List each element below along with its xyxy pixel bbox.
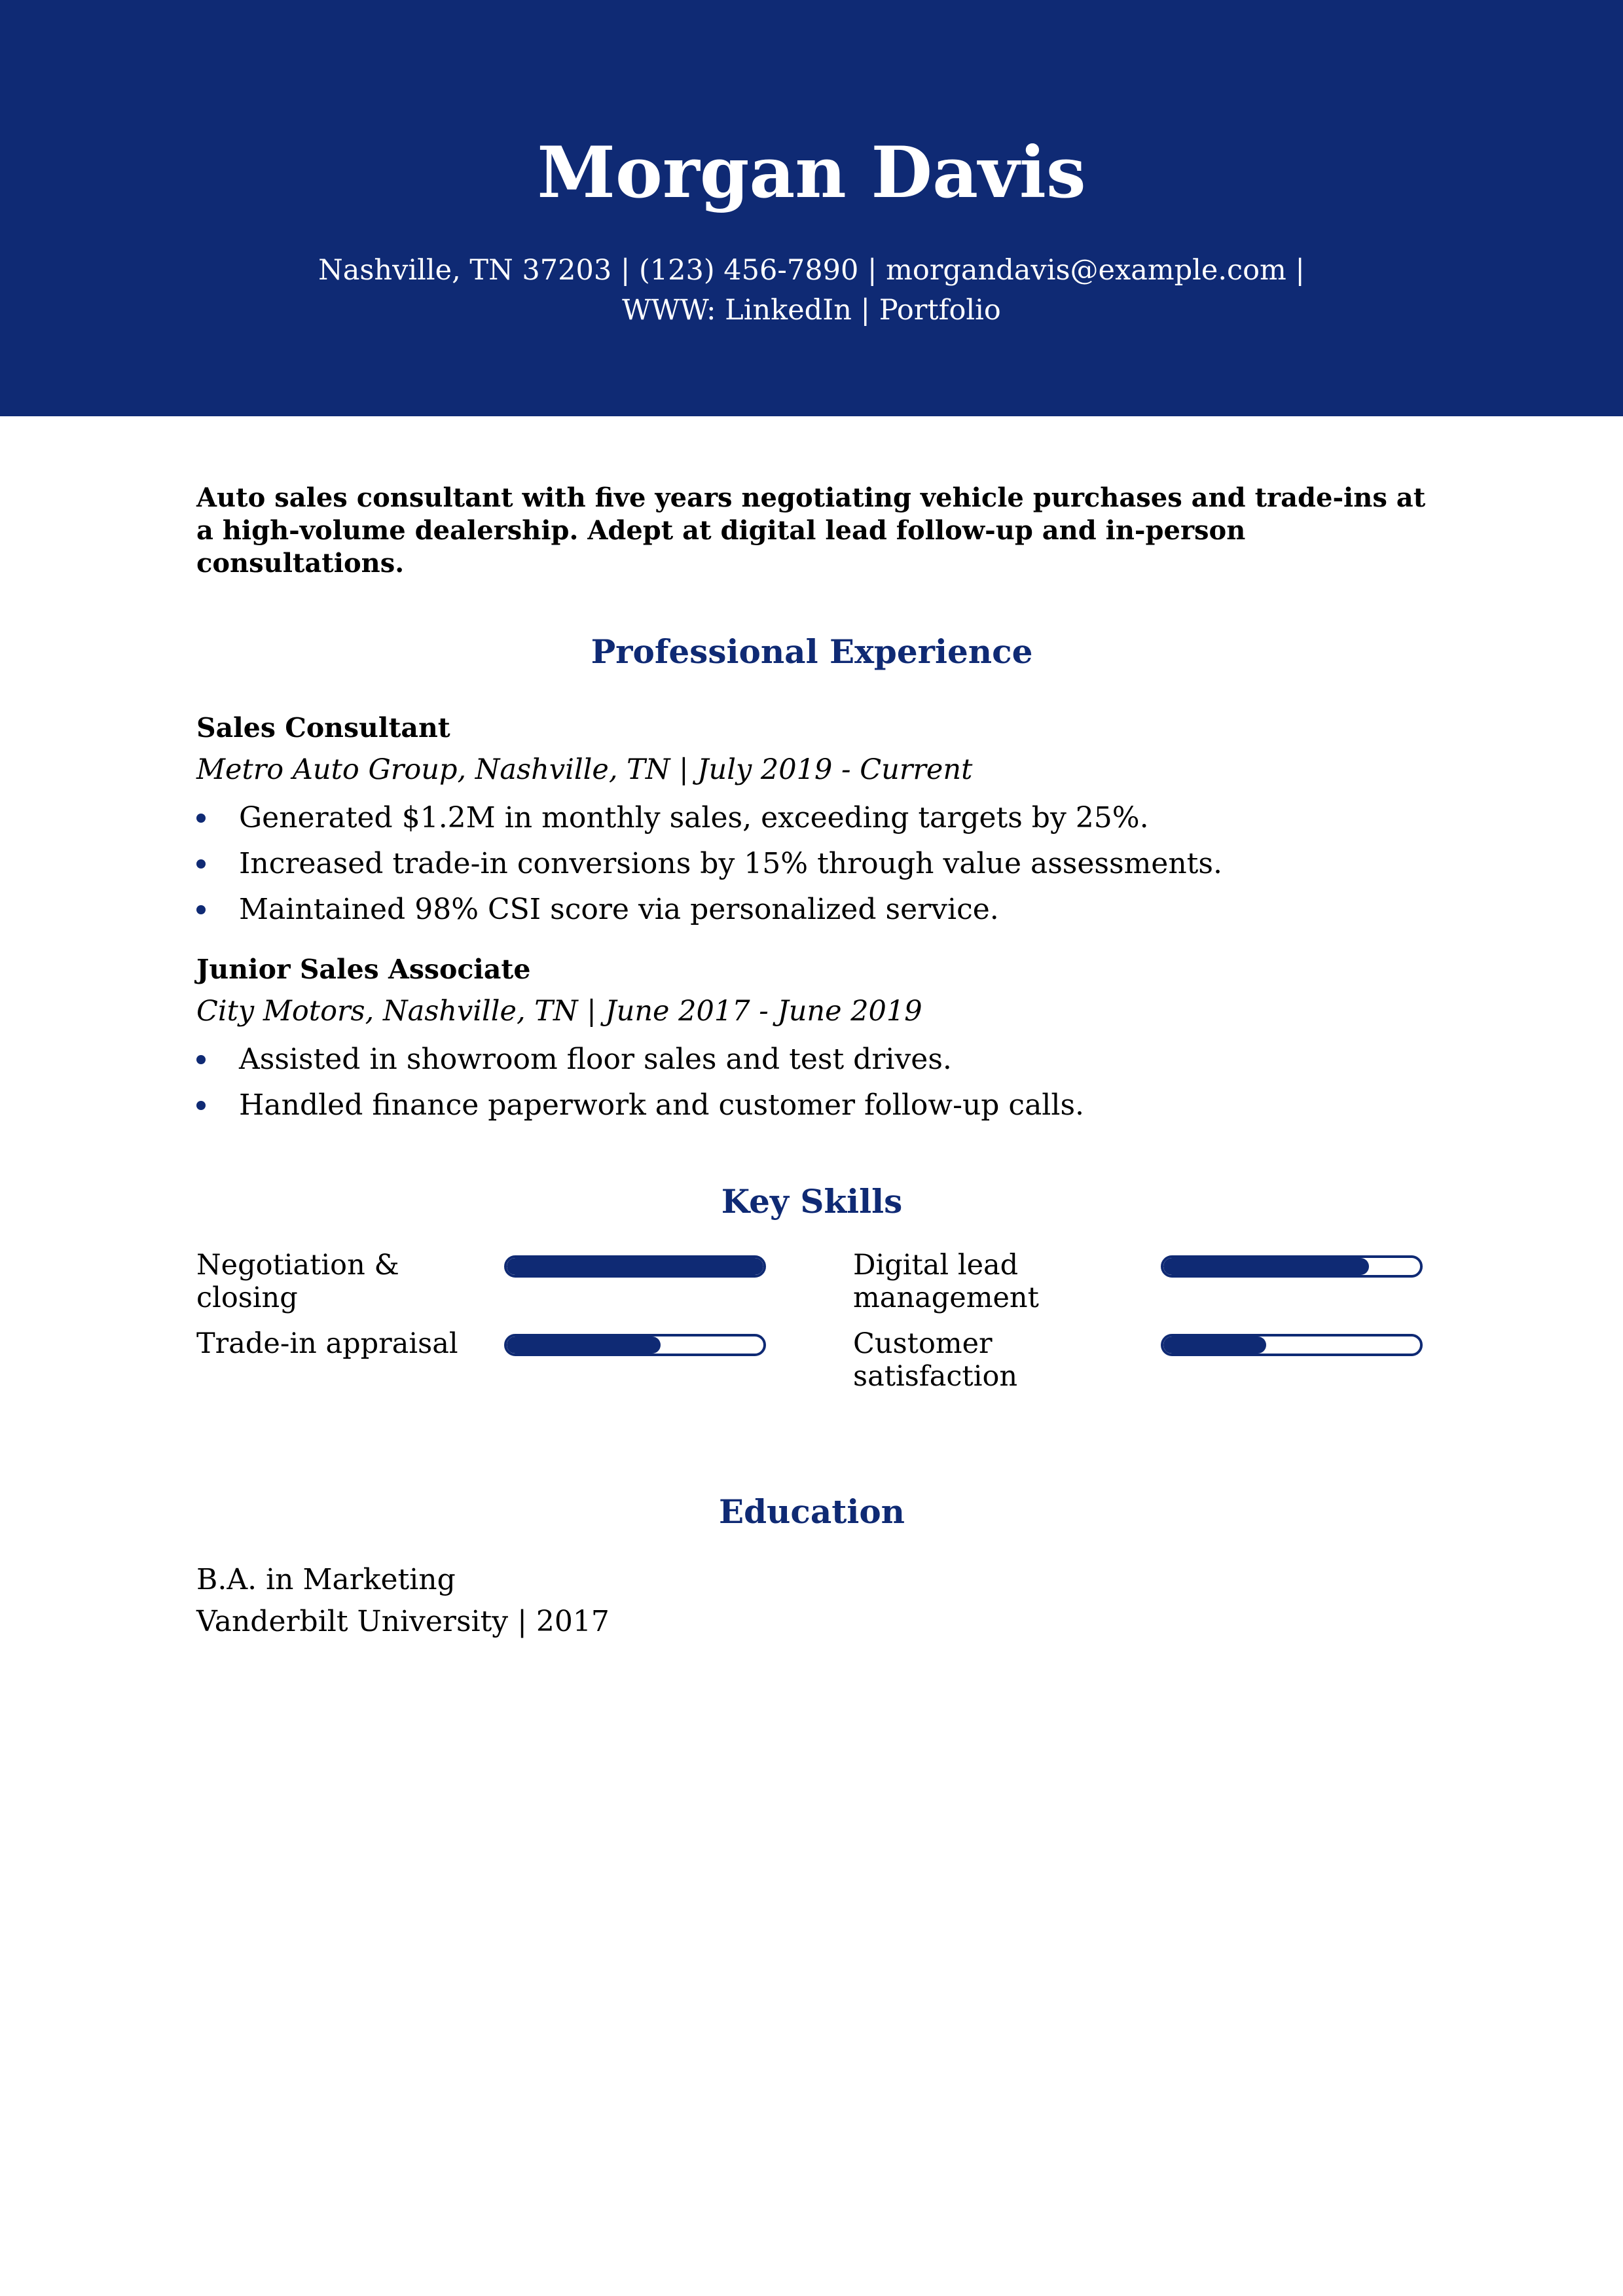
list-item <box>196 1037 1427 1083</box>
job-entry <box>196 951 1427 1128</box>
skill-level-fill <box>507 1336 661 1354</box>
education-heading: Education <box>718 1492 905 1531</box>
bullet-text: Maintained 98% CSI score via personalized service. <box>239 893 999 926</box>
contact-info <box>0 251 1623 331</box>
contact-line-2: WWW: LinkedIn | Portfolio <box>622 294 1001 327</box>
job-bullets <box>196 795 1427 933</box>
bullet-icon <box>196 814 206 823</box>
skill-level-bar <box>1161 1255 1423 1278</box>
bullet-text: Generated $1.2M in monthly sales, exceeding targets by 25%. <box>239 801 1149 834</box>
bullet-icon <box>196 1101 206 1110</box>
school: Vanderbilt University | 2017 <box>196 1605 610 1638</box>
job-entry <box>196 709 1427 933</box>
bullet-text: Assisted in showroom floor sales and test drives. <box>239 1043 952 1076</box>
candidate-name: Morgan Davis <box>537 132 1086 214</box>
bullet-text: Increased trade-in conversions by 15% through value assessments. <box>239 847 1222 880</box>
skill-level-bar <box>1161 1334 1423 1356</box>
bullet-icon <box>196 905 206 914</box>
list-item <box>196 1083 1427 1128</box>
experience-heading: Professional Experience <box>591 632 1033 671</box>
bullet-text: Handled finance paperwork and customer follow-up calls. <box>239 1088 1085 1122</box>
bullet-icon <box>196 859 206 869</box>
header-banner <box>0 0 1623 416</box>
skill-level-fill <box>507 1258 763 1275</box>
degree: B.A. in Marketing <box>196 1563 456 1596</box>
resume-body <box>196 482 1427 1643</box>
skill-label: Trade-in appraisal <box>196 1327 458 1360</box>
summary: Auto sales consultant with five years negotiating vehicle purchases and trade-ins at a high-volume dealership. Adept at digital lead follow-up and in-person consultations. <box>196 482 1426 579</box>
skill-label: Negotiation & closing <box>196 1249 399 1314</box>
skills-heading: Key Skills <box>721 1182 903 1221</box>
bullet-icon <box>196 1055 206 1064</box>
skill-level-fill <box>1163 1258 1369 1275</box>
list-item <box>196 887 1427 933</box>
skills-grid <box>196 1249 1427 1412</box>
skill-label: Digital lead management <box>853 1249 1039 1314</box>
job-bullets <box>196 1037 1427 1128</box>
job-meta: Metro Auto Group, Nashville, TN | July 2019 - Current <box>196 753 973 786</box>
job-title: Junior Sales Associate <box>196 954 531 985</box>
list-item <box>196 841 1427 887</box>
skill-level-bar <box>504 1255 766 1278</box>
skill-label: Customer satisfaction <box>853 1327 1018 1393</box>
skill-level-fill <box>1163 1336 1266 1354</box>
job-meta: City Motors, Nashville, TN | June 2017 - June 2019 <box>196 995 922 1028</box>
list-item <box>196 795 1427 841</box>
education-entry <box>196 1559 1427 1643</box>
contact-line-1: Nashville, TN 37203 | (123) 456-7890 | morgandavis@example.com | <box>318 254 1305 287</box>
job-title: Sales Consultant <box>196 712 450 744</box>
skill-level-bar <box>504 1334 766 1356</box>
